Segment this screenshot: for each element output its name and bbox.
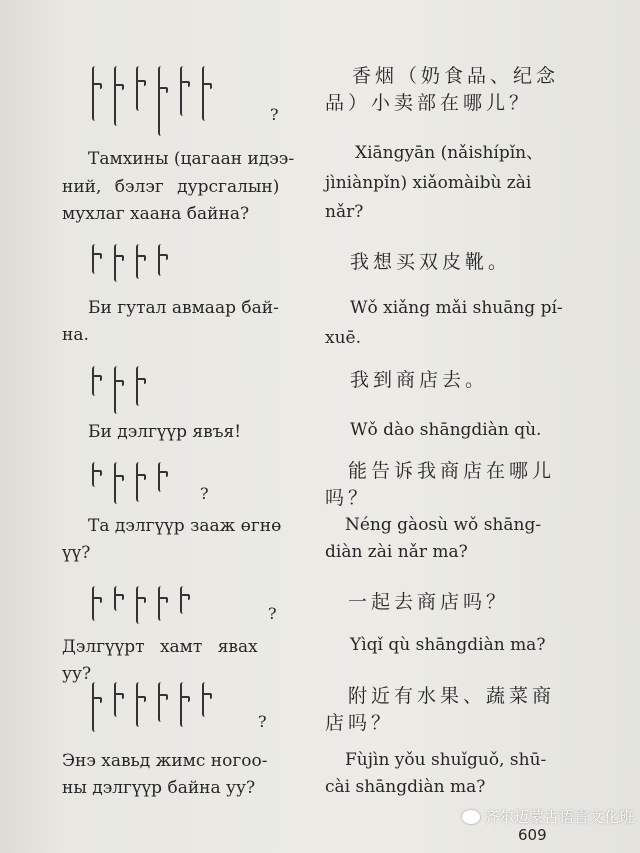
cyrillic-line: Энэ хавьд жимс ногоо- <box>62 751 268 771</box>
mongolian-script-6 <box>92 682 210 737</box>
watermark-text: 齐尔迈蒙古语言文化班 <box>484 808 635 826</box>
cyrillic-line: ний, бэлэг дурсгалын) <box>62 177 280 197</box>
chinese-line: 店吗？ <box>325 712 395 734</box>
question-mark: ? <box>200 484 209 503</box>
page-number: 609 <box>518 826 547 844</box>
cyrillic-line: ны дэлгүүр байна уу? <box>62 778 256 798</box>
question-mark: ? <box>268 604 277 623</box>
pinyin-line: Néng gàosù wǒ shāng- <box>345 515 542 535</box>
cyrillic-line: Би гутал авмаар бай- <box>88 298 279 318</box>
cyrillic-line: Би дэлгүүр явъя! <box>88 422 242 442</box>
pinyin-line: jìniànpǐn) xiǎomàibù zài <box>325 173 532 193</box>
chinese-line: 我到商店去。 <box>350 369 489 391</box>
chinese-line: 香烟（奶食品、纪念 <box>352 65 560 87</box>
pinyin-line: Xiāngyān (nǎishípǐn、 <box>355 143 544 163</box>
chinese-line: 附近有水果、蔬菜商 <box>348 685 556 707</box>
cyrillic-line: үү? <box>62 543 91 563</box>
cyrillic-line: Дэлгүүрт хамт явах <box>62 637 258 657</box>
chinese-line: 我想买双皮靴。 <box>350 251 512 273</box>
cyrillic-line: Та дэлгүүр зааж өгнө <box>88 516 282 536</box>
question-mark: ? <box>258 712 267 731</box>
chinese-line: 品）小卖部在哪儿？ <box>325 92 533 114</box>
chinese-line: 能告诉我商店在哪儿 <box>348 460 556 482</box>
mongolian-script-3 <box>92 366 144 416</box>
pinyin-line: Wǒ dào shāngdiàn qù. <box>350 420 542 440</box>
mongolian-script-1 <box>92 66 210 136</box>
pinyin-line: cài shāngdiàn ma? <box>325 777 486 797</box>
pinyin-line: Wǒ xiǎng mǎi shuāng pí- <box>350 298 563 318</box>
pinyin-line: xuē. <box>325 328 362 348</box>
pinyin-line: diàn zài nǎr ma? <box>325 542 468 562</box>
pinyin-line: Yìqǐ qù shāngdiàn ma? <box>350 635 546 655</box>
chinese-line: 吗？ <box>325 487 372 509</box>
watermark <box>462 806 634 827</box>
wechat-icon <box>462 810 480 824</box>
pinyin-line: nǎr? <box>325 202 364 222</box>
chinese-line: 一起去商店吗？ <box>348 591 510 613</box>
mongolian-script-5 <box>92 586 188 626</box>
pinyin-line: Fùjìn yǒu shuǐguǒ, shū- <box>345 750 547 770</box>
question-mark: ? <box>270 105 279 124</box>
mongolian-script-2 <box>92 244 166 284</box>
cyrillic-line: уу? <box>62 664 92 684</box>
cyrillic-line: мухлаг хаана байна? <box>62 204 250 224</box>
cyrillic-line: Тамхины (цагаан идээ- <box>88 149 295 169</box>
mongolian-script-4 <box>92 462 166 507</box>
cyrillic-line: на. <box>62 325 89 345</box>
